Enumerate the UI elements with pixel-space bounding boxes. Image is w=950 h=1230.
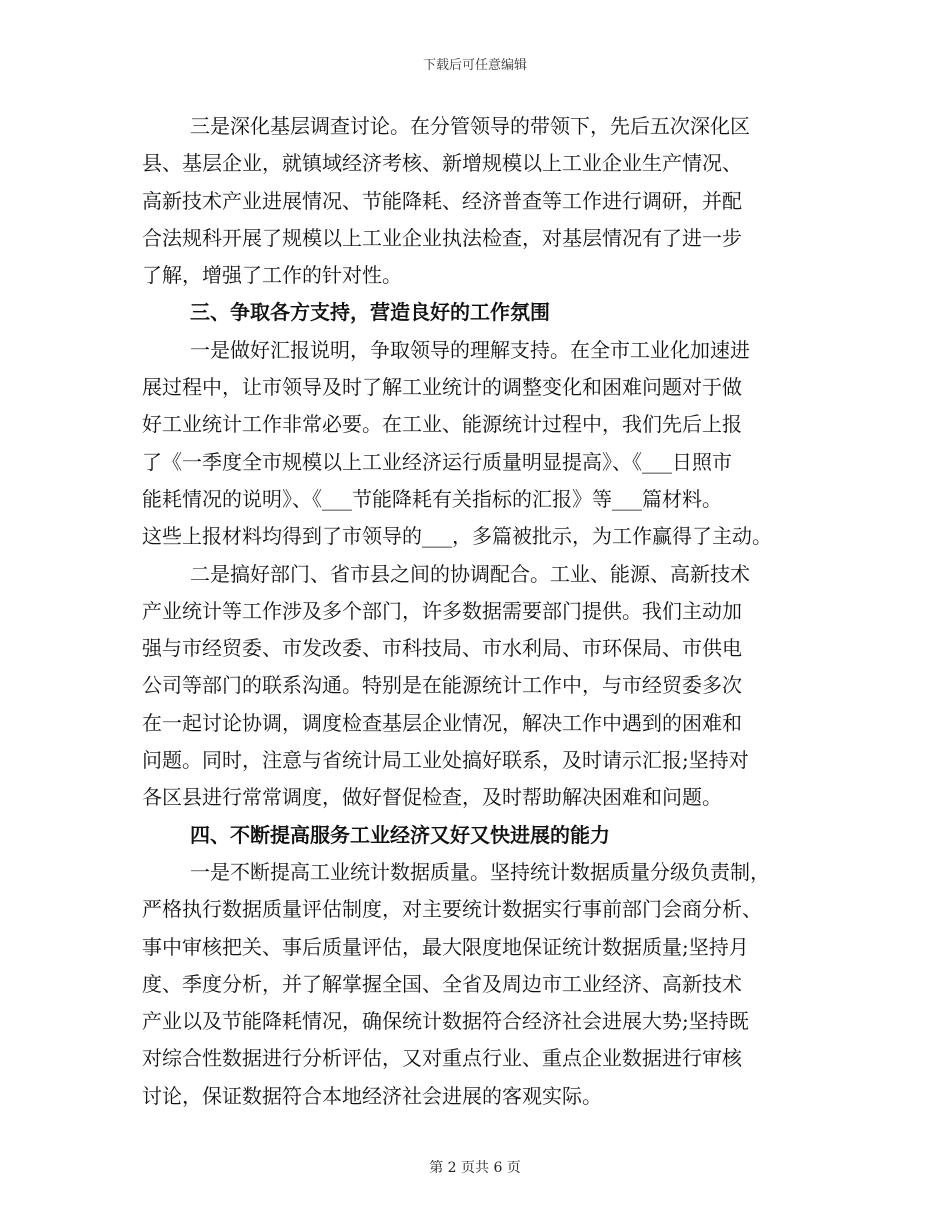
paragraph-line: 了《一季度全市规模以上工业经济运行质量明显提高》、《___日照市 [142, 449, 732, 474]
page-footer: 第 2 页共 6 页 [429, 1160, 521, 1176]
paragraph-line: 三是深化基层调查讨论。在分管领导的带领下，先后五次深化区 [190, 114, 750, 138]
paragraph-line: 一是做好汇报说明，争取领导的理解支持。在全市工业化加速进 [190, 337, 750, 362]
document-body [142, 108, 822, 1115]
paragraph-line: 了解，增强了工作的针对性。 [142, 263, 402, 288]
paragraph-line: 这些上报材料均得到了市领导的___，多篇被批示，为工作赢得了主动。 [142, 524, 772, 549]
paragraph-line: 能耗情况的说明》、《___节能降耗有关指标的汇报》等___篇材料。 [142, 486, 722, 511]
paragraph-line: 度、季度分析，并了解掌握全国、全省及周边市工业经济、高新技术 [142, 971, 742, 996]
paragraph-line: 各区县进行常常调度，做好督促检查，及时帮助解决困难和问题。 [142, 785, 722, 810]
paragraph-line: 好工业统计工作非常必要。在工业、能源统计过程中，我们先后上报 [142, 412, 742, 437]
paragraph-line: 在一起讨论协调，调度检查基层企业情况，解决工作中遇到的困难和 [142, 710, 742, 735]
paragraph-line: 讨论，保证数据符合本地经济社会进展的客观实际。 [142, 1083, 602, 1108]
paragraph-line: 公司等部门的联系沟通。特别是在能源统计工作中，与市经贸委多次 [142, 673, 742, 698]
section-heading: 三、争取各方支持，营造良好的工作氛围 [190, 300, 550, 325]
section-heading: 四、不断提高服务工业经济又好又快进展的能力 [190, 822, 610, 847]
paragraph-line: 问题。同时，注意与省统计局工业处搞好联系，及时请示汇报;坚持对 [142, 748, 749, 773]
paragraph-line: 强与市经贸委、市发改委、市科技局、市水利局、市环保局、市供电 [142, 636, 742, 661]
paragraph-line: 展过程中，让市领导及时了解工业统计的调整变化和困难问题对于做 [142, 375, 742, 400]
paragraph-line: 事中审核把关、事后质量评估，最大限度地保证统计数据质量;坚持月 [142, 934, 749, 959]
paragraph-line: 高新技术产业进展情况、节能降耗、经济普查等工作进行调研，并配 [142, 188, 742, 213]
paragraph-line: 严格执行数据质量评估制度，对主要统计数据实行事前部门会商分析、 [142, 897, 762, 922]
paragraph-line: 产业以及节能降耗情况，确保统计数据符合经济社会进展大势;坚持既 [142, 1009, 749, 1034]
paragraph-line: 县、基层企业，就镇域经济考核、新增规模以上工业企业生产情况、 [142, 151, 742, 176]
paragraph-line: 合法规科开展了规模以上工业企业执法检查，对基层情况有了进一步 [142, 225, 742, 250]
paragraph-line: 产业统计等工作涉及多个部门，许多数据需要部门提供。我们主动加 [142, 598, 742, 623]
paragraph-line: 一是不断提高工业统计数据质量。坚持统计数据质量分级负责制， [190, 859, 770, 884]
paragraph-line: 二是搞好部门、省市县之间的协调配合。工业、能源、高新技术 [190, 561, 750, 586]
page-header: 下载后可任意编辑 [422, 58, 527, 73]
paragraph-line: 对综合性数据进行分析评估，又对重点行业、重点企业数据进行审核 [142, 1046, 742, 1071]
